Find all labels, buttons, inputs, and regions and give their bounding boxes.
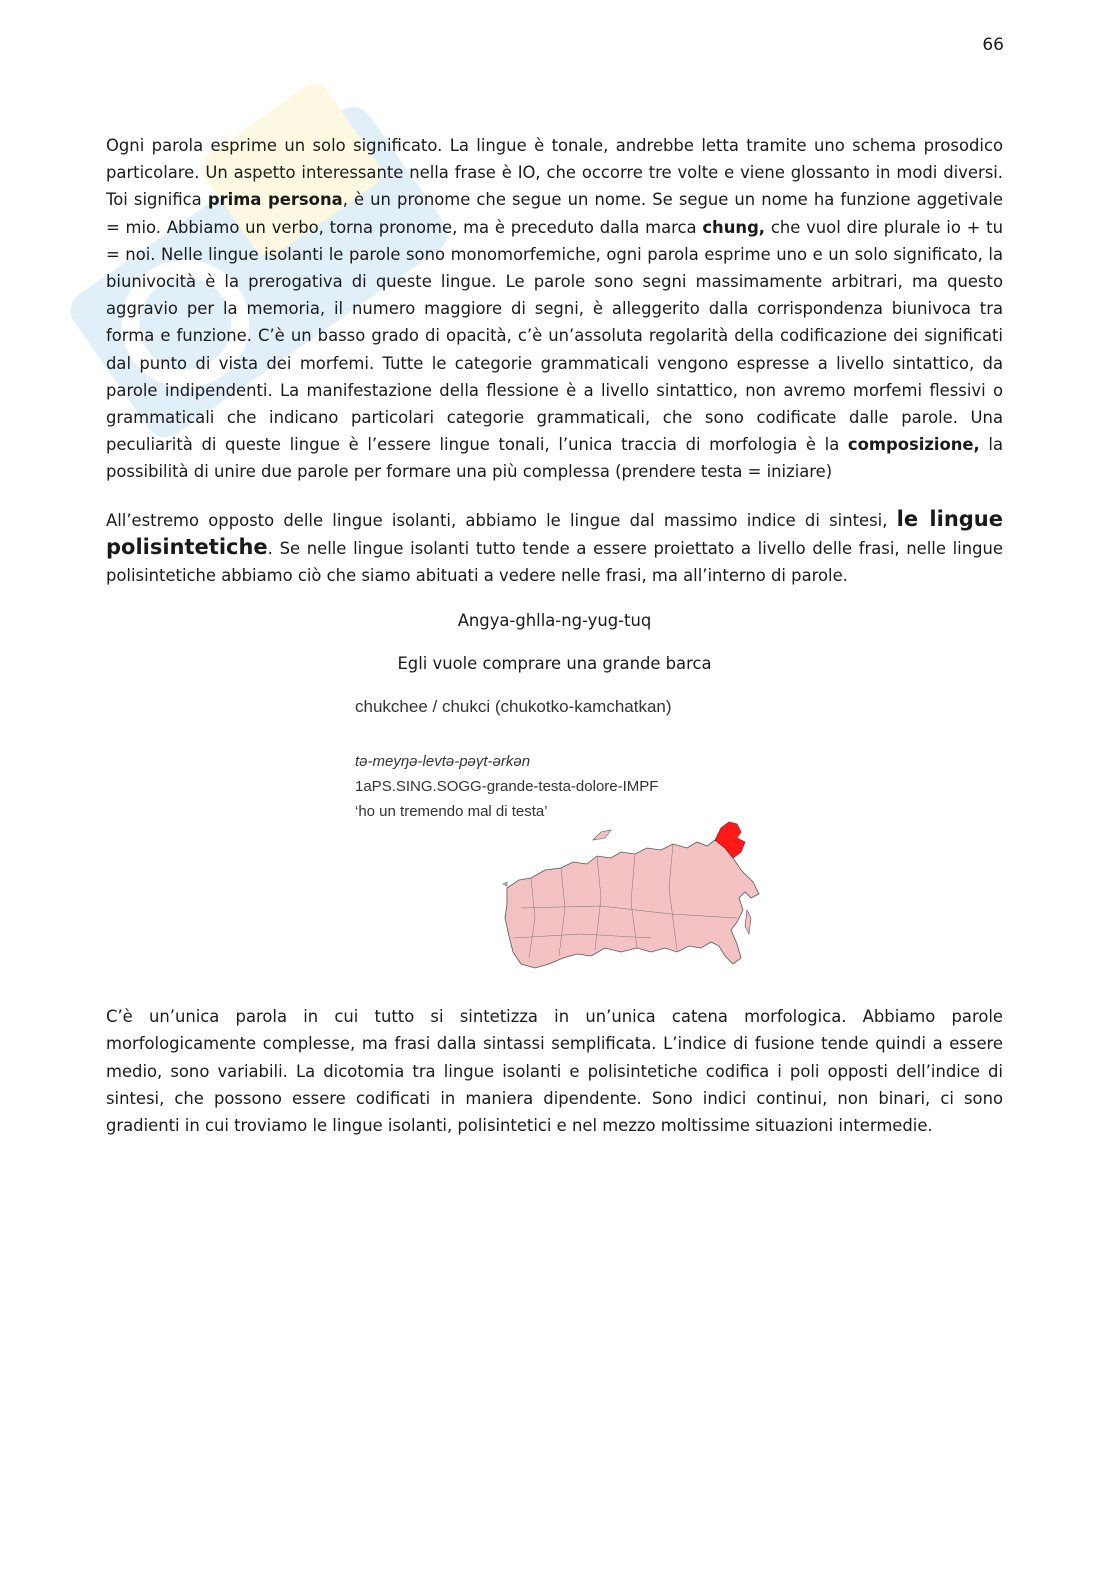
russia-landmass	[505, 840, 759, 968]
chukchi-figure	[106, 693, 1003, 993]
island-sakhalin	[745, 910, 751, 934]
term-prima-persona: prima persona	[207, 190, 343, 210]
page-content	[106, 132, 1003, 1159]
figure-title: chukchee / chukci (chukotko-kamchatkan)	[355, 697, 672, 717]
figure-form: tə-meyŋə-levtə-pəγt-ərkən	[355, 753, 531, 771]
paragraph-isolating-languages: Ogni parola esprime un solo significato. La lingue è tonale, andrebbe letta tramite uno schema prosodico particolare. Un aspetto interessante nella frase è IO, che occorre tre volte e viene glossanto in modi diversi. Toi significa prima persona, è un pronome che segue un nome. Se segue un nome ha funzione aggetivale = mio. Abbiamo un verbo, torna pronome, ma è preceduto dalla marca chung, che vuol dire plurale io + tu = noi. Nelle lingue isolanti le parole sono monomorfemiche, ogni parola esprime uno e un solo significato, la biunivocità è la prerogativa di queste lingue. Le parole sono segni massimamente arbitrari, ma questo aggravio per la memoria, il numero maggiore di segni, è alleggerito dalla corrispondenza biunivoca tra forma e funzione. C’è un basso grado di opacità, c’è un’assoluta regolarità della codificazione dei significati dal punto di vista dei morfemi. Tutte le categorie grammaticali vengono espresse a livello sintattico, da parole indipendenti. La manifestazione della flessione è a livello sintattico, non avremo morfemi flessivi o grammaticali che indicano particolari categorie grammaticali, che sono codificate dalle parole. Una peculiarità di queste lingue è l’essere lingue tonali, l’unica traccia di morfologia è la composizione, la possibilità di unire due parole per formare una più complessa (prendere testa = iniziare)	[106, 136, 1004, 482]
example-word: Angya-ghlla-ng-yug-tuq	[457, 611, 652, 631]
term-lingue-polisintetiche: le lingue polisintetiche	[106, 506, 1004, 559]
russia-map-image	[501, 818, 766, 976]
term-chung: chung,	[702, 217, 766, 237]
example-translation: Egli vuole comprare una grande barca	[397, 654, 712, 674]
figure-meaning: ‘ho un tremendo mal di testa’	[355, 803, 548, 821]
term-composizione: composizione,	[847, 435, 980, 455]
figure-example	[355, 749, 658, 824]
island-novaya-zemlya	[593, 830, 611, 840]
figure-gloss: 1aPS.SING.SOGG-grande-testa-dolore-IMPF	[355, 778, 659, 796]
page-number: 66	[982, 35, 1004, 55]
kaliningrad	[503, 882, 507, 886]
paragraph-polysynthetic-languages: All’estremo opposto delle lingue isolanti, abbiamo le lingue dal massimo indice di sintesi, le lingue polisintetiche. Se nelle lingue isolanti tutto tende a essere proiettato a livello delle frasi, nelle lingue polisintetiche abbiamo ciò che siamo abituati a vedere nelle frasi, ma all’interno di parole.	[106, 506, 1004, 586]
paragraph-conclusion: C’è un’unica parola in cui tutto si sintetizza in un’unica catena morfologica. Abbiamo parole morfologicamente complesse, ma frasi dalla sintassi semplificata. L’indice di fusione tende quindi a essere medio, sono variabili. La dicotomia tra lingue isolanti e polisintetiche codifica i poli opposti dell’indice di sintesi, che possono essere codificati in maniera dipendente. Sono indici continui, non binari, ci sono gradienti in cui troviamo le lingue isolanti, polisintetici e nel mezzo moltissime situazioni intermedie.	[106, 1007, 1003, 1136]
